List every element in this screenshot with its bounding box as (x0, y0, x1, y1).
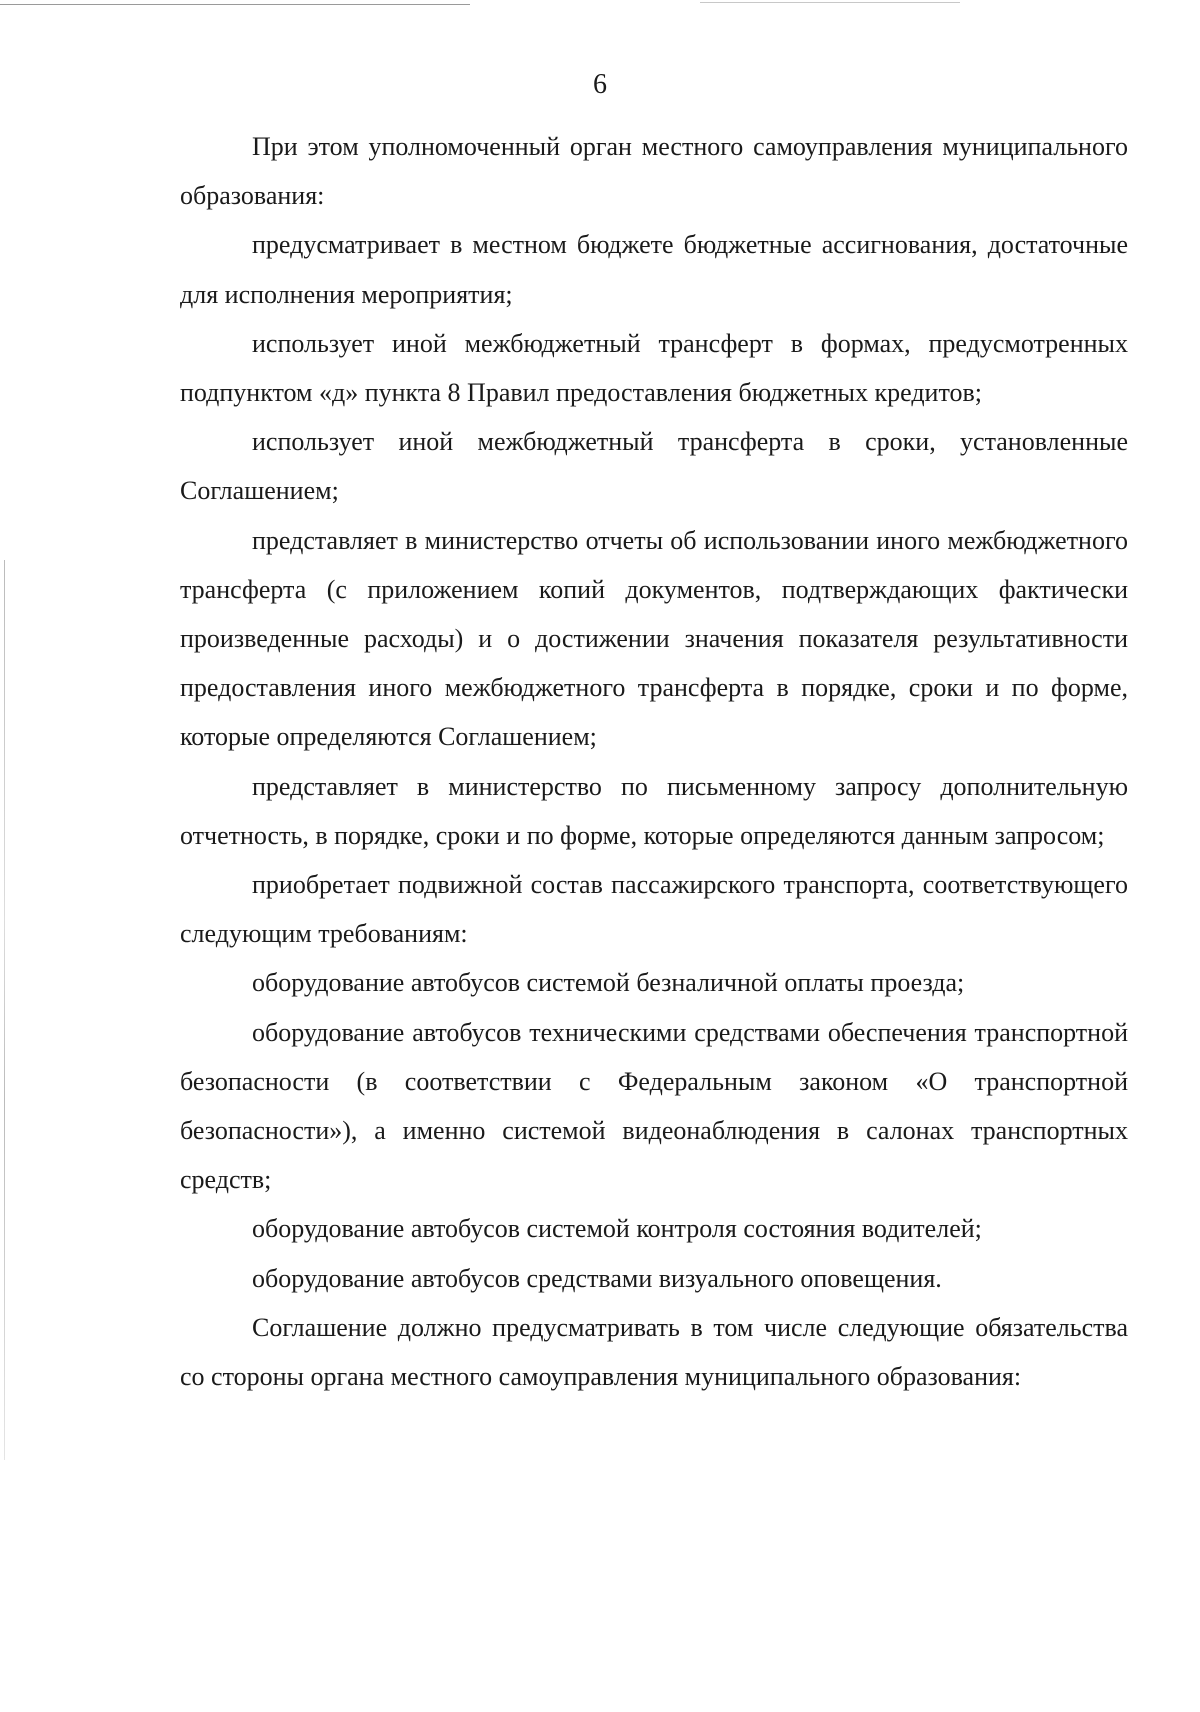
paragraph-6: представляет в министерство по письменному запросу дополнительную отчетность, в порядке, сроки и по форме, которые определяются данным запросом; (180, 771, 1128, 850)
paragraph-12: Соглашение должно предусматривать в том числе следующие обязательства со стороны органа местного самоуправления муниципального образования: (180, 1312, 1128, 1392)
paragraph-10: оборудование автобусов системой контроля состояния водителей; (252, 1214, 982, 1244)
paragraph-7: приобретает подвижной состав пассажирского транспорта, соответствующего следующим требованиям: (180, 870, 1128, 949)
paragraph-4: использует иной межбюджетный трансферта в сроки, установленные Соглашением; (180, 427, 1128, 506)
paragraph-3: использует иной межбюджетный трансферт в формах, предусмотренных подпунктом «д» пункта 8 Правил предоставления бюджетных кредитов; (180, 328, 1128, 408)
scan-edge-top (0, 4, 470, 5)
paragraph-2: предусматривает в местном бюджете бюджетные ассигнования, достаточные для исполнения мероприятия; (180, 230, 1128, 309)
document-body (180, 122, 1128, 1401)
paragraph-5: представляет в министерство отчеты об использовании иного межбюджетного трансферта (с приложением копий документов, подтверждающих фактически произведенные расходы) и о достижении значения показателя результативности предоставления иного межбюджетного трансферта в порядке, сроки и по форме, которые определяются Соглашением; (180, 525, 1128, 752)
scan-edge-top-right (700, 2, 960, 3)
paragraph-11: оборудование автобусов средствами визуального оповещения. (252, 1263, 942, 1293)
paragraph-8: оборудование автобусов системой безналичной оплаты проезда; (252, 968, 965, 998)
paragraph-9: оборудование автобусов техническими средствами обеспечения транспортной безопасности (в соответствии с Федеральным законом «О транспортной безопасности»), а именно системой видеонаблюдения в салонах транспортных средств; (180, 1017, 1128, 1195)
page-number: 6 (593, 69, 607, 100)
paragraph-1: При этом уполномоченный орган местного самоуправления муниципального образования: (180, 132, 1128, 211)
scan-edge-left (4, 560, 5, 1460)
